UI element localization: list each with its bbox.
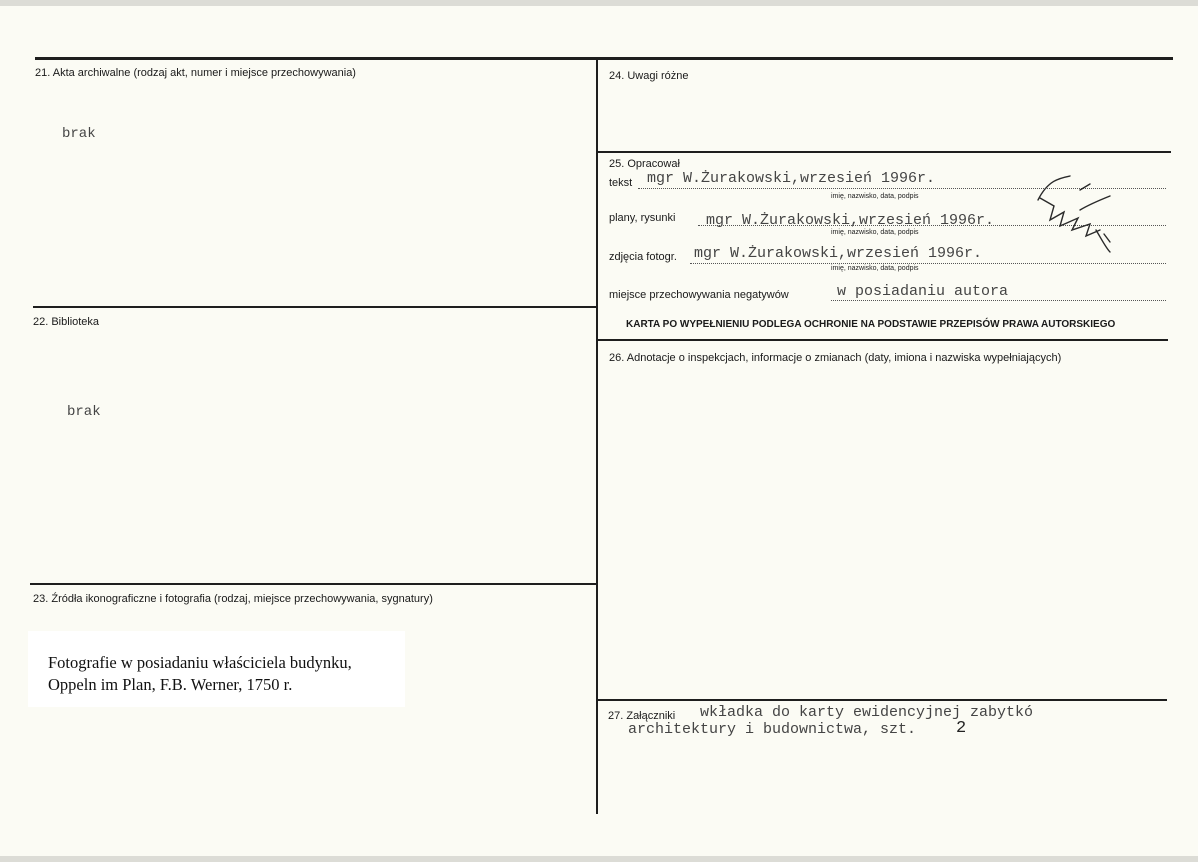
tekst-caption: imię, nazwisko, data, podpis (831, 193, 919, 200)
field-22-value: brak (67, 404, 101, 420)
rule-above-26 (598, 339, 1168, 341)
field-27-label: 27. Załączniki (608, 710, 676, 722)
negatywy-line (831, 300, 1166, 301)
field-22-label: 22. Biblioteka (33, 316, 100, 328)
rule-above-23 (30, 583, 596, 585)
rule-above-27 (597, 699, 1167, 701)
field-24-label: 24. Uwagi różne (609, 70, 689, 82)
field-21-label: 21. Akta archiwalne (rodzaj akt, numer i miejsce przechowywania) (35, 67, 356, 79)
zdjecia-caption: imię, nazwisko, data, podpis (831, 265, 919, 272)
field-27-count: 2 (956, 719, 967, 738)
field-23-label: 23. Źródła ikonograficzne i fotografia (rodzaj, miejsce przechowywania, sygnatury) (33, 593, 433, 605)
field-25-label: 25. Opracował (609, 158, 680, 170)
rule-above-22 (33, 306, 597, 308)
scan-edge-top (0, 0, 1198, 6)
field-27-line-1: wkładka do karty ewidencyjnej zabytkó (700, 704, 1034, 721)
zdjecia-value: mgr W.Żurakowski,wrzesień 1996r. (694, 245, 983, 262)
plany-caption: imię, nazwisko, data, podpis (831, 229, 919, 236)
copyright-notice: KARTA PO WYPEŁNIENIU PODLEGA OCHRONIE NA PODSTAWIE PRZEPISÓW PRAWA AUTORSKIEGO (626, 319, 1116, 330)
zdjecia-label: zdjęcia fotogr. (609, 251, 677, 263)
pasted-note (28, 631, 405, 707)
field-27-line-2: architektury i budownictwa, szt. (628, 721, 917, 738)
tekst-label: tekst (609, 177, 633, 189)
plany-value: mgr W.Żurakowski,wrzesień 1996r. (706, 212, 995, 229)
field-21-value: brak (62, 126, 96, 142)
pasted-note-line-1: Fotografie w posiadaniu właściciela budynku, (48, 653, 352, 672)
negatywy-value: w posiadaniu autora (837, 283, 1009, 300)
plany-label: plany, rysunki (609, 212, 676, 224)
top-rule (35, 57, 1173, 60)
rule-above-25 (598, 151, 1171, 153)
negatywy-label: miejsce przechowywania negatywów (609, 289, 789, 301)
handwritten-signature (1020, 170, 1120, 270)
tekst-value: mgr W.Żurakowski,wrzesień 1996r. (647, 170, 936, 187)
pasted-note-line-2: Oppeln im Plan, F.B. Werner, 1750 r. (48, 675, 293, 694)
scan-edge-bottom (0, 856, 1198, 862)
field-26-label: 26. Adnotacje o inspekcjach, informacje o zmianach (daty, imiona i nazwiska wypełniających) (609, 352, 1062, 364)
